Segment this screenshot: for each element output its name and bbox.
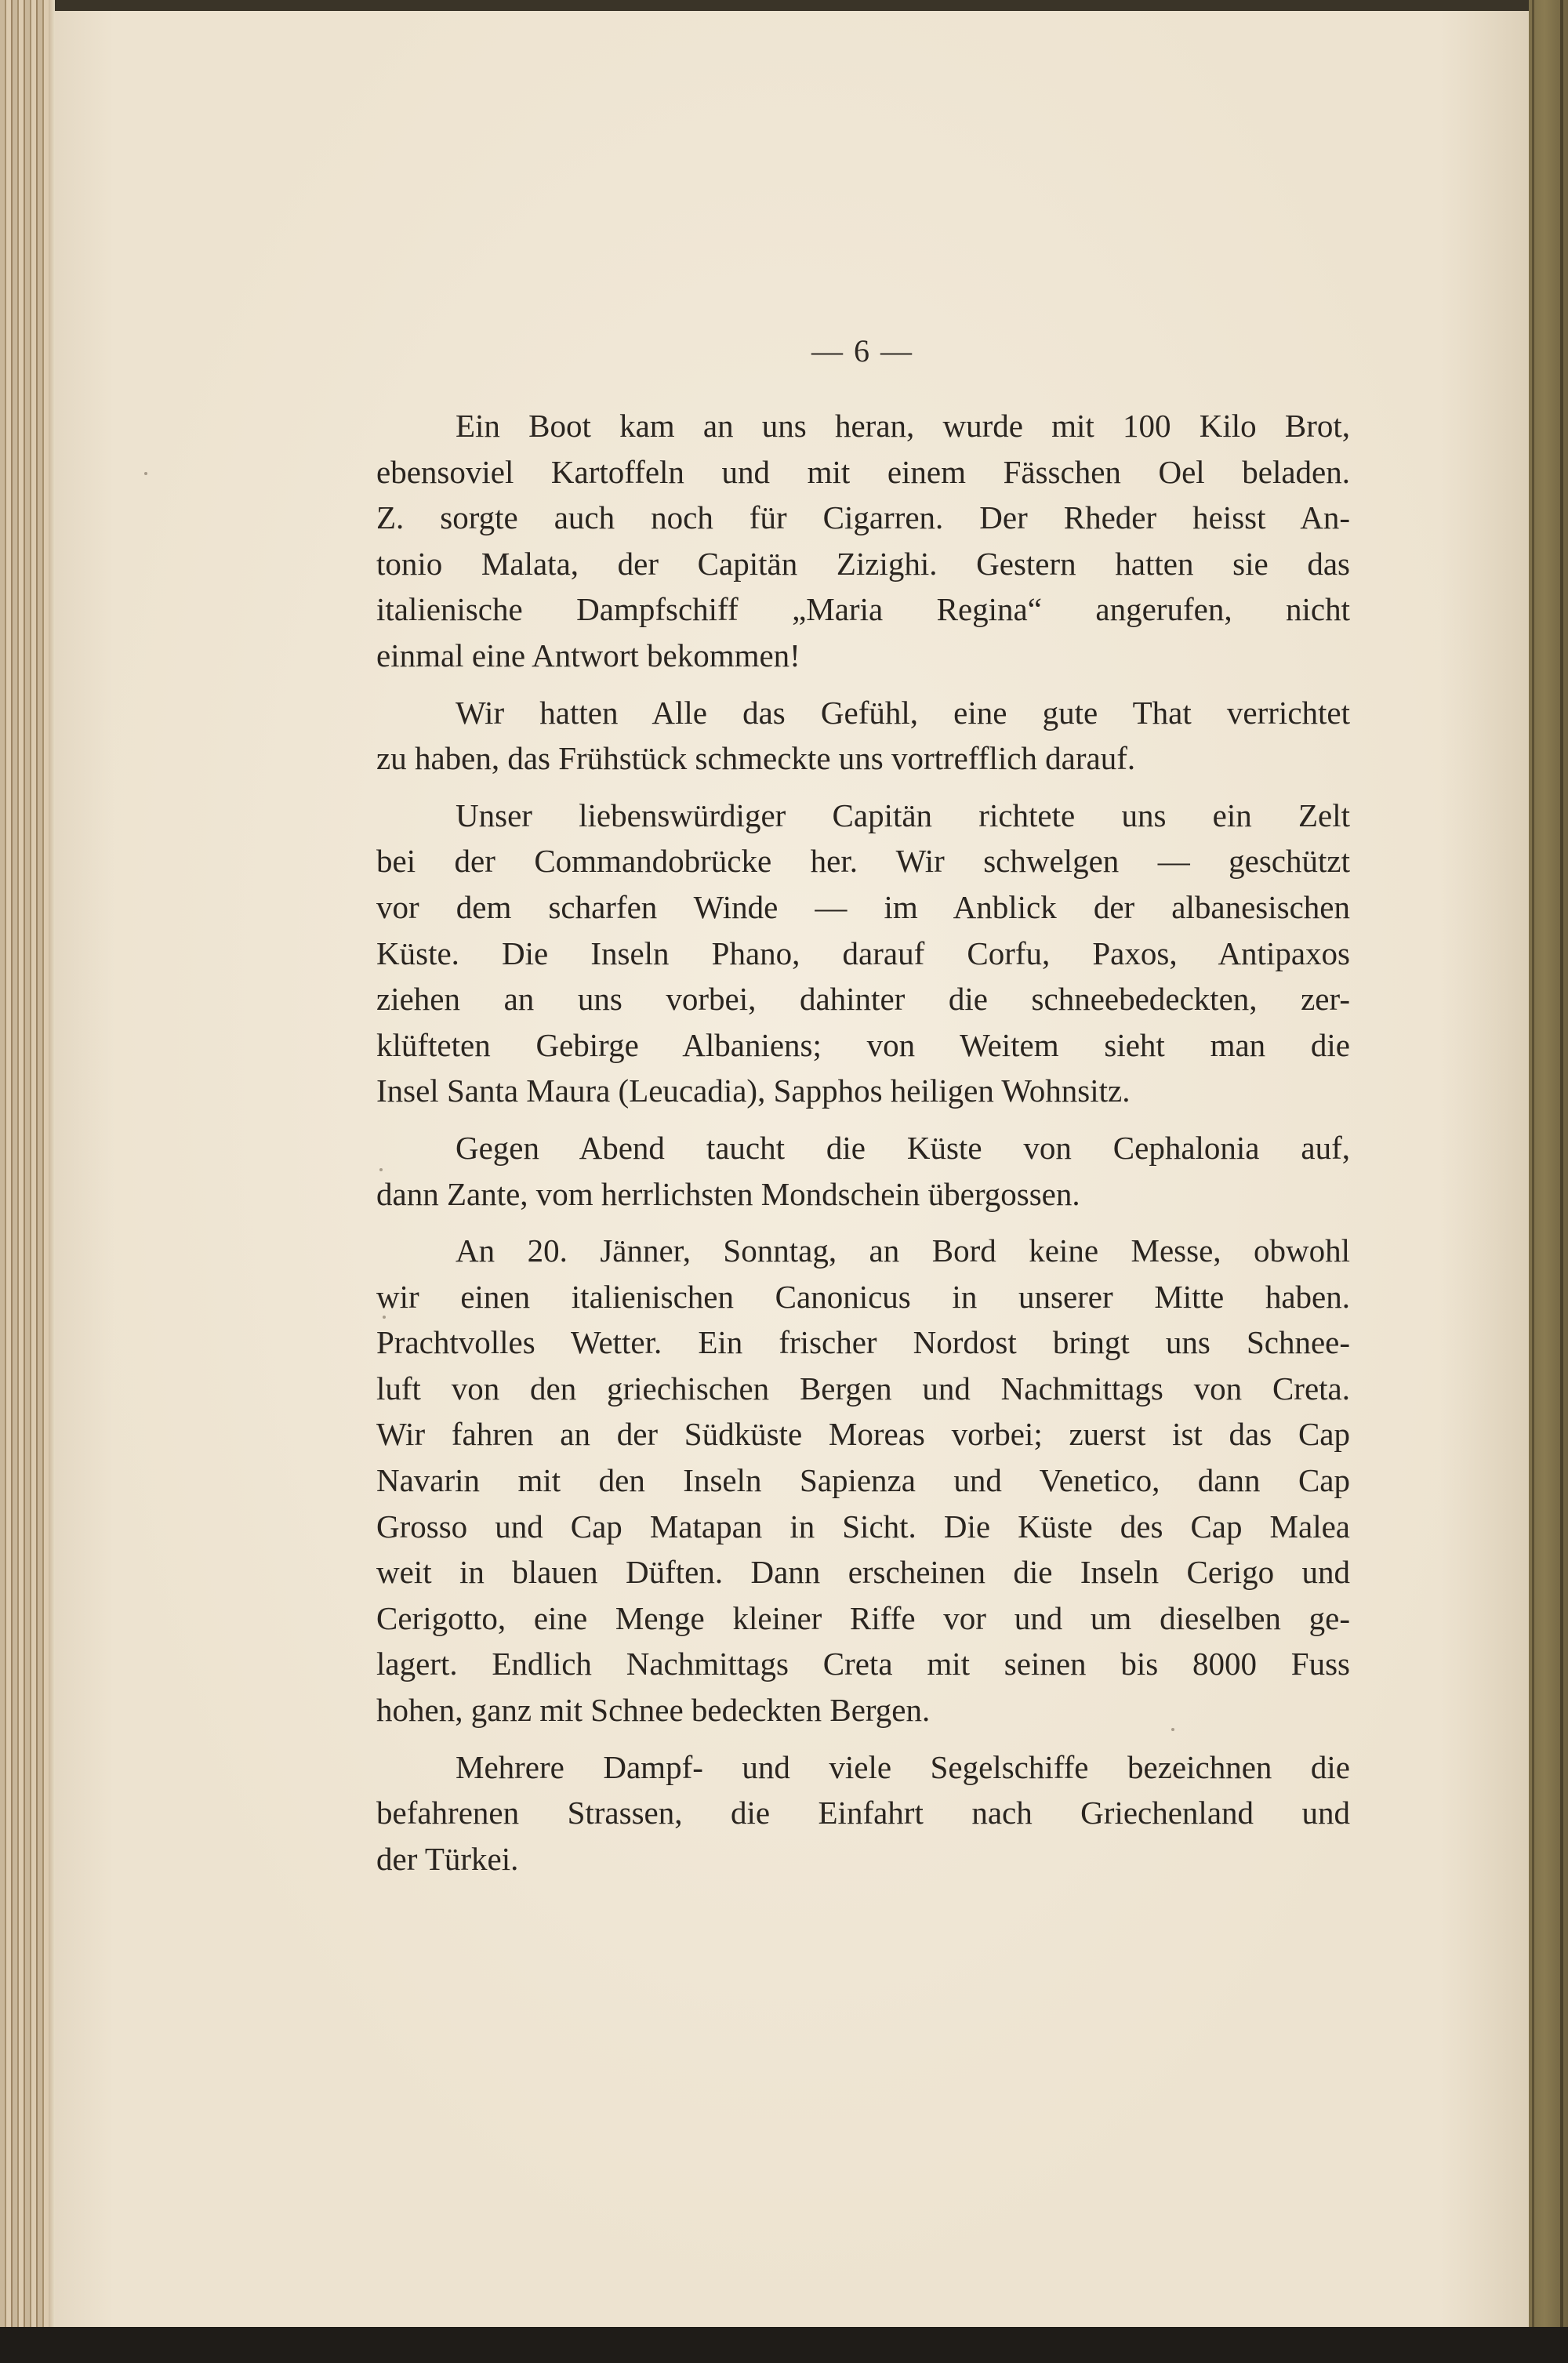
text-line: Insel Santa Maura (Leucadia), Sapphos heiligen Wohnsitz.: [376, 1073, 1131, 1109]
text-line: Wir hatten Alle das Gefühl, eine gute That verrichtet: [456, 694, 1350, 731]
paragraph: [376, 1125, 1350, 1217]
text-line: hohen, ganz mit Schnee bedeckten Bergen.: [376, 1692, 931, 1729]
text-line: Navarin mit den Inseln Sapienza und Venetico, dann Cap: [376, 1462, 1350, 1499]
book-cover-board: [1529, 0, 1568, 2327]
paragraph: [376, 403, 1350, 679]
page-number: — 6 —: [811, 333, 913, 368]
text-line: luft von den griechischen Bergen und Nachmittags von Creta.: [376, 1370, 1350, 1407]
text-line: Cerigotto, eine Menge kleiner Riffe vor und um dieselben ge-: [376, 1599, 1350, 1636]
text-line: einmal eine Antwort bekommen!: [376, 637, 800, 673]
text-line: Küste. Die Inseln Phano, darauf Corfu, Paxos, Antipaxos: [376, 935, 1350, 971]
text-line: ziehen an uns vorbei, dahinter die schneebedeckten, zer-: [376, 981, 1350, 1018]
text-line: befahrenen Strassen, die Einfahrt nach Griechenland und: [376, 1795, 1350, 1831]
text-line: Mehrere Dampf- und viele Segelschiffe bezeichnen die: [456, 1748, 1350, 1785]
top-edge: [0, 0, 1568, 11]
bottom-edge: [0, 2327, 1568, 2363]
text-line: vor dem scharfen Winde — im Anblick der albanesischen: [376, 888, 1350, 925]
text-line: An 20. Jänner, Sonntag, an Bord keine Messe, obwohl: [456, 1232, 1350, 1269]
text-line: Z. sorgte auch noch für Cigarren. Der Rheder heisst An-: [376, 499, 1350, 536]
text-line: bei der Commandobrücke her. Wir schwelgen — geschützt: [376, 843, 1350, 880]
text-line: tonio Malata, der Capitän Zizighi. Gestern hatten sie das: [376, 545, 1350, 582]
text-line: italienische Dampfschiff „Maria Regina“ angerufen, nicht: [376, 591, 1350, 628]
text-line: dann Zante, vom herrlichsten Mondschein übergossen.: [376, 1175, 1080, 1212]
paragraph: [376, 1228, 1350, 1733]
text-line: der Türkei.: [376, 1840, 519, 1877]
text-line: weit in blauen Düften. Dann erscheinen die Inseln Cerigo und: [376, 1554, 1350, 1591]
page-edges-gutter: [0, 0, 55, 2327]
paragraph: [376, 1744, 1350, 1882]
text-line: Grosso und Cap Matapan in Sicht. Die Küste des Cap Malea: [376, 1508, 1350, 1544]
text-line: Wir fahren an der Südküste Moreas vorbei; zuerst ist das Cap: [376, 1416, 1350, 1453]
text-line: ebensoviel Kartoffeln und mit einem Fässchen Oel beladen.: [376, 453, 1350, 490]
text-line: Gegen Abend taucht die Küste von Cephalonia auf,: [456, 1129, 1350, 1166]
text-line: Ein Boot kam an uns heran, wurde mit 100 Kilo Brot,: [456, 408, 1350, 444]
paragraph: [376, 793, 1350, 1114]
text-line: Unser liebenswürdiger Capitän richtete uns ein Zelt: [456, 797, 1350, 833]
text-line: zu haben, das Frühstück schmeckte uns vortrefflich darauf.: [376, 740, 1136, 777]
text-line: wir einen italienischen Canonicus in unserer Mitte haben.: [376, 1278, 1350, 1315]
book-page: [55, 11, 1529, 2327]
text-line: Prachtvolles Wetter. Ein frischer Nordost bringt uns Schnee-: [376, 1324, 1350, 1361]
text-line: lagert. Endlich Nachmittags Creta mit seinen bis 8000 Fuss: [376, 1646, 1350, 1682]
body-text: [376, 403, 1350, 1893]
text-line: klüfteten Gebirge Albaniens; von Weitem sieht man die: [376, 1026, 1350, 1063]
paragraph: [376, 690, 1350, 782]
